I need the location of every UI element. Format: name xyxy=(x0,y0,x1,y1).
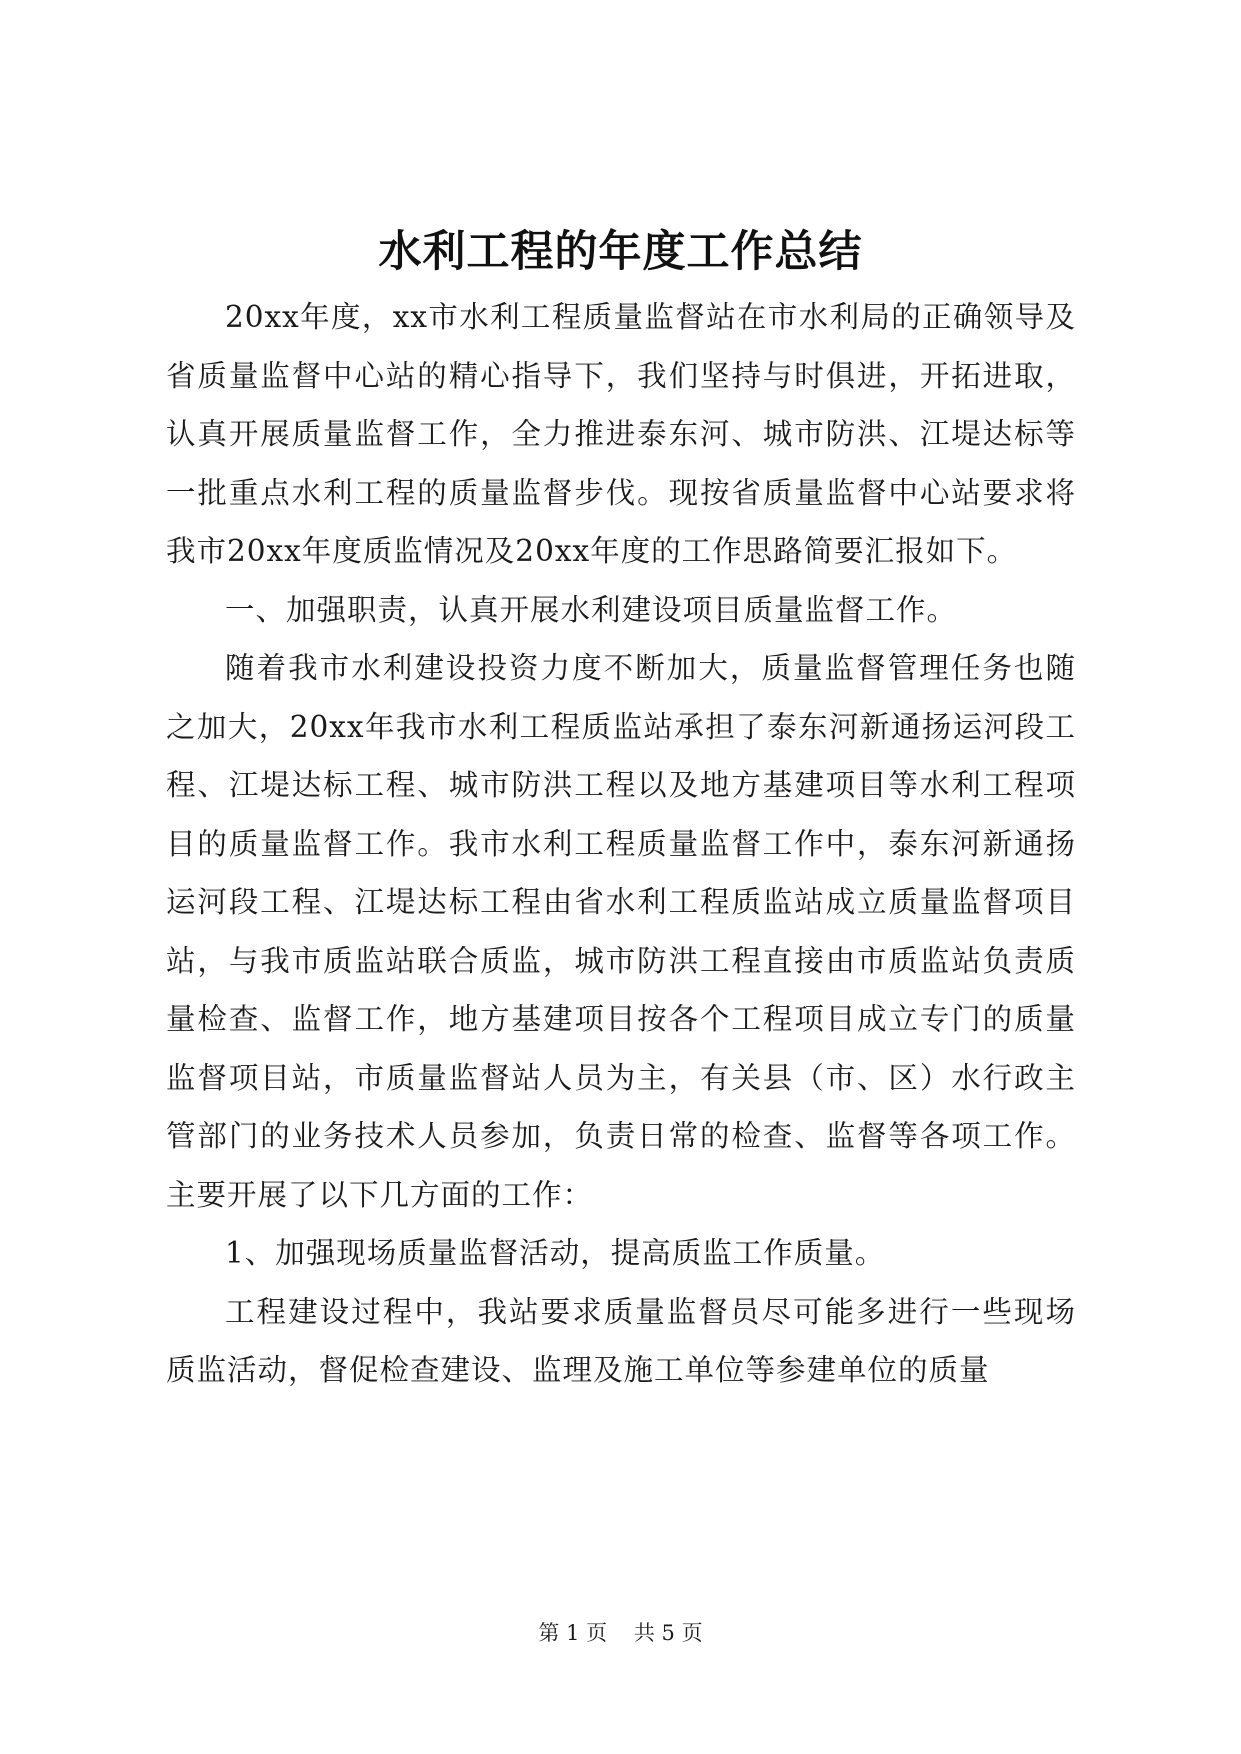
section-heading: 一、加强职责，认真开展水利建设项目质量监督工作。 xyxy=(225,592,958,627)
page-total: 共 5 页 xyxy=(633,1621,703,1645)
subsection-heading: 1、加强现场质量监督活动，提高质监工作质量。 xyxy=(225,1236,886,1270)
page-number: 第 1 页 xyxy=(538,1621,608,1645)
paragraph: 工程建设过程中，我站要求质量监督员尽可能多进行一些现场质监活动，督促检查建设、监理及施工单位等参建单位的质量 xyxy=(166,1294,1076,1387)
paragraph: 20xx年度，xx市水利工程质量监督站在市水利局的正确领导及省质量监督中心站的精心指导下，我们坚持与时俱进，开拓进取，认真开展质量监督工作，全力推进泰东河、城市防洪、江堤达标等一批重点水利工程的质量监督步伐。现按省质量监督中心站要求将我市20xx年度质监情况及20xx年度的工作思路简要汇报如下。 xyxy=(166,300,1076,568)
page-footer xyxy=(0,1619,1241,1647)
document-title: 水利工程的年度工作总结 xyxy=(378,227,863,277)
paragraph: 随着我市水利建设投资力度不断加大，质量监督管理任务也随之加大，20xx年我市水利工程质监站承担了泰东河新通扬运河段工程、江堤达标工程、城市防洪工程以及地方基建项目等水利工程项目的质量监督工作。我市水利工程质量监督工作中，泰东河新通扬运河段工程、江堤达标工程由省水利工程质监站成立质量监督项目站，与我市质监站联合质监，城市防洪工程直接由市质监站负责质量检查、监督工作，地方基建项目按各个工程项目成立专门的质量监督项目站，市质量监督站人员为主，有关县（市、区）水行政主管部门的业务技术人员参加，负责日常的检查、监督等各项工作。主要开展了以下几方面的工作： xyxy=(166,651,1076,1212)
document-body xyxy=(166,288,1076,1400)
